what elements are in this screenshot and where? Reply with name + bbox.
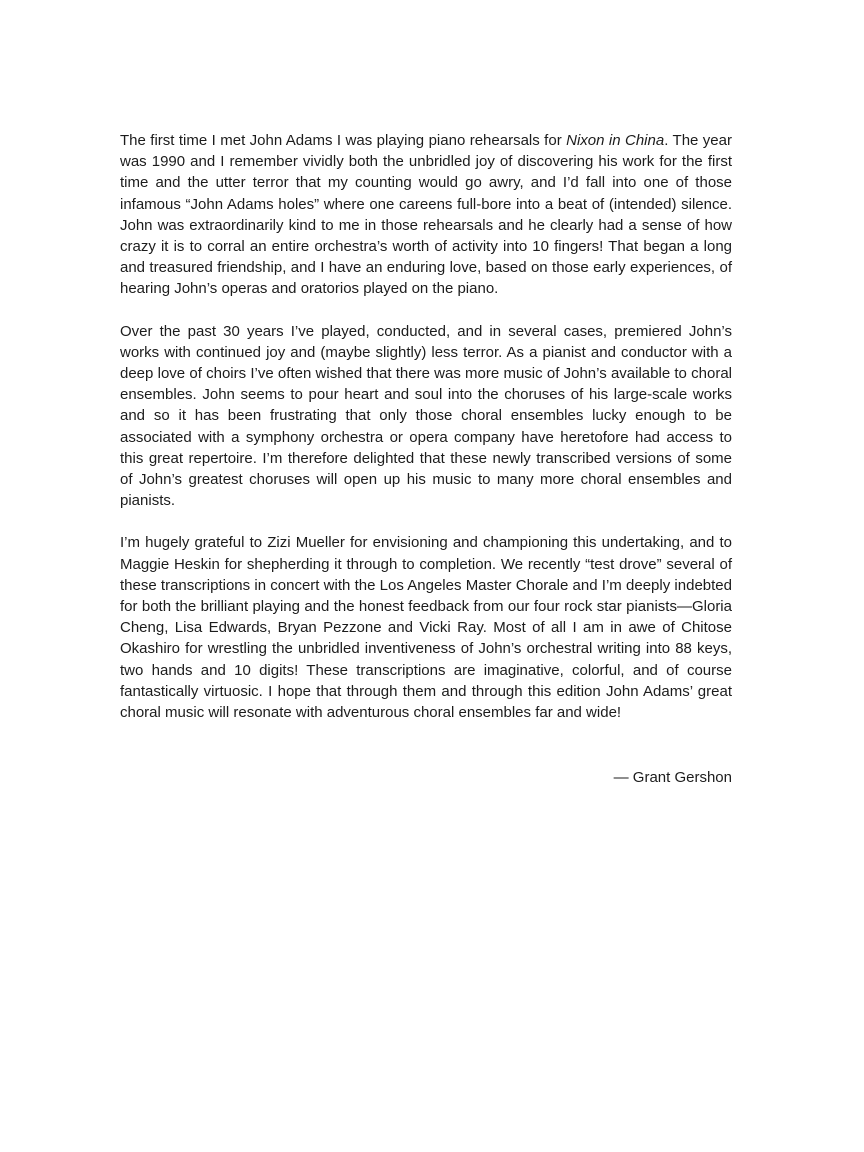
author-signature: — Grant Gershon: [613, 769, 732, 787]
paragraph-3: I’m hugely grateful to Zizi Mueller for envisioning and championing this undertaking, and to Maggie Heskin for shepherding it through to completion. We recently “test drove” several of these transcriptions in concert with the Los Angeles Master Chorale and I’m deeply indebted for both the brilliant playing and the honest feedback from our four rock star pianists—Gloria Cheng, Lisa Edwards, Bryan Pezzone and Vicki Ray. Most of all I am in awe of Chitose Okashiro for wrestling the unbridled inventiveness of John’s orchestral writing into 88 keys, two hands and 10 digits! These transcriptions are imaginative, colorful, and of course fantastically virtuosic. I hope that through them and through this edition John Adams’ great choral music will resonate with adventurous choral ensembles far and wide!: [120, 534, 732, 722]
foreword-text-block: [120, 130, 732, 723]
paragraph-1-text-pre: The first time I met John Adams I was playing piano rehearsals for: [120, 132, 567, 149]
paragraph-2: Over the past 30 years I’ve played, conducted, and in several cases, premiered John’s works with continued joy and (maybe slightly) less terror. As a pianist and conductor with a deep love of choirs I’ve often wished that there was more music of John’s available to choral ensembles. John seems to pour heart and soul into the choruses of his large-scale works and so it has been frustrating that only those choral ensembles lucky enough to be associated with a symphony orchestra or opera company have heretofore had access to this great repertoire. I’m therefore delighted that these newly transcribed versions of some of John’s greatest choruses will open up his music to many more choral ensembles and pianists.: [120, 322, 732, 510]
paragraph-1: [120, 130, 732, 300]
work-title-italic: Nixon in China: [566, 132, 665, 149]
paragraph-1-text-post: . The year was 1990 and I remember vividly both the unbridled joy of discovering his work for the first time and the utter terror that my counting would go awry, and I’d fall into one of those infamous “John Adams holes” where one careens full-bore into a beat of (intended) silence. John was extraordinarily kind to me in those rehearsals and he clearly had a sense of how crazy it is to corral an entire orchestra’s worth of activity into 10 fingers! That began a long and treasured friendship, and I have an enduring love, based on those early experiences, of hearing John’s operas and oratorios played on the piano.: [120, 132, 732, 298]
